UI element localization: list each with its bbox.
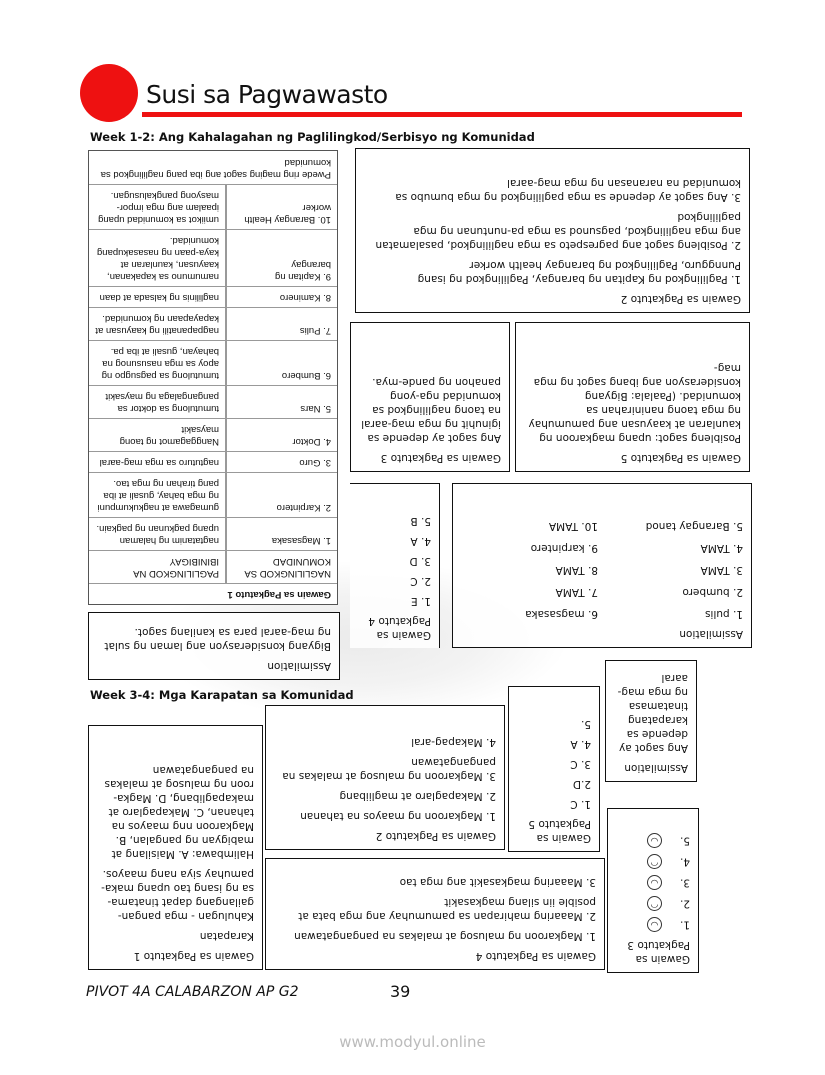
list-item: 1. Magkaroon ng maayos na tahanan — [300, 810, 496, 822]
table-cell: nagpapanatili ng kaayusan at kapayapaan ng komunidad. — [95, 313, 219, 336]
table-cell: umiikot sa komunidad upang ipaalam ang mga impor-masyong pangkalusugan. — [98, 190, 219, 225]
page-number: 39 — [390, 982, 411, 1001]
table-row — [89, 307, 337, 340]
list-item — [616, 875, 690, 890]
table-row — [89, 472, 337, 517]
item-number: 2. — [679, 897, 690, 910]
table-note: Pwede ring maging sagot ang iba pang naglilingkod sa komunidad — [100, 157, 331, 180]
table-cell: 6. Bumbero — [225, 341, 337, 385]
table-cell: tumutulong sa doktor sa pangangalaga ng maysakit — [105, 391, 219, 414]
list-item: 2. Makapaglaro at magliibang — [339, 790, 496, 802]
table-cell: namumuno sa kapakanan, kaayusan, kaunlaran at kaya-paan ng nasasakupang komunidad. — [96, 235, 219, 282]
box-text: Kahulugan - mga pangan-gailangang dapat tinatama-sa ng isang tao upang maka-pamuhay siya nang maayos. — [101, 868, 254, 922]
box-text: Ang sagot ay depende sa iginuhit ng mga mag-aaral na taong naglilingkod sa komunidad nga-yong panahon ng pande-mya. — [361, 376, 501, 444]
week12-heading: Week 1-2: Ang Kahalagahan ng Paglilingkod/Serbisyo ng Komunidad — [90, 130, 535, 144]
item-number: 3. — [679, 876, 690, 889]
table-title: Gawain sa Pagkatuto 1 — [227, 589, 331, 600]
box-text: Ang sagot ay depende sa karapatang tinatamasa ng mga mag-aaral — [617, 672, 688, 754]
title-underline — [142, 112, 742, 117]
page-title: Susi sa Pagwawasto — [146, 80, 388, 109]
list-item: 3. Magkaroon ng malusog at malakas na pangangatawan — [282, 756, 496, 782]
table-row — [89, 385, 337, 418]
list-item: 1. Paglilingkod ng Kapitan ng barangay, Paglilingkod ng isang Punngguro, Paglilingkod ng barangay health worker — [417, 259, 741, 285]
list-item: 9. karpintero — [530, 542, 598, 554]
list-item: 3. TAMA — [700, 564, 743, 576]
list-item: 4. A — [410, 535, 431, 547]
table-cell: Nanggagamot ng taong maysakit — [119, 424, 219, 447]
list-item: 8. TAMA — [555, 564, 598, 576]
table-cell: 4. Doktor — [225, 419, 337, 451]
item-number: 5. — [679, 834, 690, 847]
list-item: 10. TAMA — [548, 520, 598, 532]
table-cell: 8. Kaminero — [225, 287, 337, 307]
list-item — [616, 833, 690, 848]
header-red-circle — [80, 64, 138, 122]
table-cell: 10. Barangay Health worker — [225, 185, 337, 229]
list-item: 4. A — [570, 738, 591, 750]
week12-gawain2-box — [355, 148, 750, 313]
happy-face-icon: ◡ — [647, 917, 662, 932]
box-title: Gawain sa Pagkatuto 4 — [475, 950, 596, 962]
box-text: Posibleng sagot: upang magkaroon ng kaunlaran at kaayusan ang pamumuhay ng mga taong naninirahan sa komunidad. (Paalala: Bigyang konsiderasyon ang ibang sagot ng mga mag- — [528, 362, 741, 444]
week12-assimilation-note-box — [88, 612, 340, 680]
list-item: 6. magsasaka — [525, 608, 598, 620]
table-cell: 3. Guro — [225, 452, 337, 472]
sad-face-icon: ◠ — [647, 896, 662, 911]
week34-gawain2-box — [265, 705, 505, 850]
footer-module-label: PIVOT 4A CALABARZON AP G2 — [86, 984, 299, 1000]
box-title: Gawain sa Pagkatuto 5 — [620, 452, 741, 464]
table-row — [89, 229, 337, 286]
box-title: Gawain sa Pagkatuto 3 — [627, 939, 690, 965]
list-item: 2. Posibleng sagot ang pagrespeto sa mga naglilingkod, pasalamatan ang mga naglilingkod, pagsunod sa mga pa-nuntunan ng mga paglilingkod — [375, 211, 741, 251]
box-title: Gawain sa Pagkatuto 2 — [620, 293, 741, 305]
table-cell: 2. Karpintero — [225, 473, 337, 517]
table-cell: 7. Pulis — [225, 308, 337, 340]
box-title: Gawain sa Pagkatuto 1 — [133, 950, 254, 962]
table-header-provider: NAGLILINGKOD SA KOMUNIDAD — [225, 551, 337, 583]
week12-gawain5-box — [515, 322, 750, 472]
box-text: Bigyang konsiderasyon ang laman ng sulat ng mag-aaral para sa kanilang sagot. — [104, 626, 331, 652]
box-title: Gawain sa Pagkatuto 4 — [368, 615, 431, 641]
list-item: 4. Makapag-aral — [411, 736, 496, 748]
list-item: 1. E — [411, 595, 431, 607]
week34-gawain5-box — [508, 686, 600, 852]
week34-assimilation-box — [605, 660, 697, 782]
list-item: 2. C — [410, 575, 431, 587]
week34-gawain1-box — [88, 725, 263, 970]
box-text: Halimbawa: A. Maisilang at mabigyan ng pangalan, B. Magkaroon nng maayos na tahanan, C. Makapaglaro at makapaglibang, D. Magka-roon ng malusog at malakas na pangangatawan — [104, 764, 254, 860]
box-title: Assimilation — [267, 660, 331, 672]
box-title: Gawain sa Pagkatuto 3 — [380, 452, 501, 464]
list-item — [616, 917, 690, 932]
list-item: 2.D — [572, 778, 591, 790]
list-item: 3. Ang sagot ay depende sa mga paglilingkod ng mga bumubo sa komunidad na naranasan ng mga mag-aaral — [395, 177, 741, 203]
list-item: 7. TAMA — [555, 586, 598, 598]
list-item: 3. Maaaring magkasakit ang mga tao — [399, 876, 596, 888]
table-cell: 9. Kapitan ng barangay — [225, 230, 337, 286]
table-cell: tumutulong sa pagsugpo ng apoy sa mga nasusunog na bahayan, gusali at iba pa. — [101, 346, 219, 381]
list-item — [616, 896, 690, 911]
list-item: 2. bumbero — [682, 586, 743, 598]
week12-gawain1-table — [88, 150, 338, 605]
box-title: Assimilation — [679, 628, 743, 640]
table-row — [89, 286, 337, 307]
table-cell: nagtuturo sa mga mag-aaral — [99, 457, 219, 468]
box-subtitle: Karapatan — [199, 930, 254, 942]
list-item: 2. Maaaring mahirapan sa pamumuhay ang mga bata at posible iin silang magkasakit — [298, 896, 596, 922]
week34-heading: Week 3-4: Mga Karapatan sa Komunidad — [90, 688, 354, 702]
list-item: 4. TAMA — [700, 542, 743, 554]
website-watermark: www.modyul.online — [339, 1033, 486, 1051]
table-header-service: PAGLILINGKOD NA IBINIBIGAY — [133, 556, 219, 579]
list-item: 3. D — [409, 555, 431, 567]
item-number: 1. — [679, 918, 690, 931]
table-row — [89, 517, 337, 550]
list-item: 1. pulis — [705, 608, 743, 620]
box-title: Gawain sa Pagkatuto 5 — [528, 818, 591, 844]
happy-face-icon: ◡ — [647, 875, 662, 890]
table-cell: 5. Nars — [225, 386, 337, 418]
table-row — [89, 184, 337, 229]
table-cell: gumagawa at nagkukumpuni ng mga bahay, gusali at iba pang tirahan ng mga tao. — [97, 478, 219, 513]
item-number: 4. — [679, 855, 690, 868]
list-item: 5. — [580, 718, 591, 730]
table-row — [89, 340, 337, 385]
table-cell: 1. Magsasaka — [225, 518, 337, 550]
box-title: Gawain sa Pagkatuto 2 — [375, 830, 496, 842]
box-title: Assimilation — [624, 762, 688, 774]
table-cell: nagtatanim ng halaman upang pagkunan ng pagkain. — [96, 523, 219, 546]
list-item: 3. C — [570, 758, 591, 770]
list-item: 1. C — [570, 798, 591, 810]
table-row — [89, 418, 337, 451]
list-item: 5. Barangay tanod — [645, 520, 743, 532]
week12-assimilation-list-box — [452, 483, 752, 648]
week34-gawain4-box — [265, 858, 605, 970]
list-item: 5. B — [410, 515, 431, 527]
list-item — [616, 854, 690, 869]
week12-gawain4-box — [350, 483, 440, 648]
table-cell: naglilinis ng kalsada at daan — [99, 292, 219, 303]
list-item: 1. Magkaroon ng malusog at malakas na pangangatawan — [294, 930, 596, 942]
table-row — [89, 451, 337, 472]
week12-gawain3-box — [350, 322, 510, 472]
sad-face-icon: ◠ — [647, 854, 662, 869]
week34-gawain3-box — [607, 808, 699, 973]
happy-face-icon: ◡ — [647, 833, 662, 848]
